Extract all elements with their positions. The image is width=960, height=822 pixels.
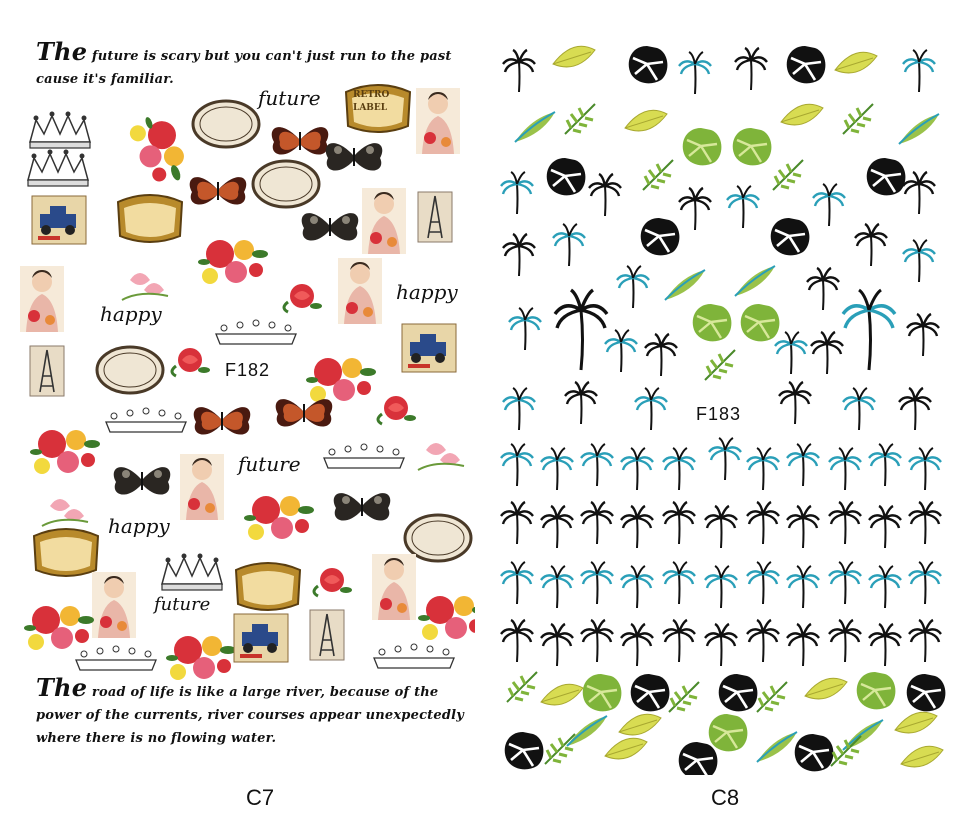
c7-sticker-artwork [20,20,475,775]
badge-text-label: LABEL [353,103,388,113]
badge-text-retro: RETRO [353,90,390,100]
sticker-sheet-c8 [495,20,950,775]
caption-c8: C8 [711,785,740,810]
sticker-sheet-c7 [20,20,475,775]
word-happy: happy [100,302,162,326]
quote-bottom [36,673,466,750]
quote-bottom-text: road of life is like a large river, because of the power of the currents, river courses appear unexpectedly where there is no flowing water. [36,685,465,746]
quote-top-text: future is scary but you can't just run to the past cause it's familiar. [36,49,452,87]
word-happy: happy [108,514,170,538]
quote-top-lead: The [36,37,88,66]
palm-grid [501,444,941,666]
word-future: future [258,86,321,110]
caption-c7: C7 [246,785,275,810]
product-code: F183 [696,404,742,424]
crown-sticker [30,112,90,149]
word-future: future [154,594,211,615]
word-future: future [238,452,301,476]
c8-sticker-artwork [495,20,950,775]
quote-bottom-lead: The [36,673,88,702]
word-happy: happy [396,280,458,304]
product-code: F182 [225,360,271,380]
